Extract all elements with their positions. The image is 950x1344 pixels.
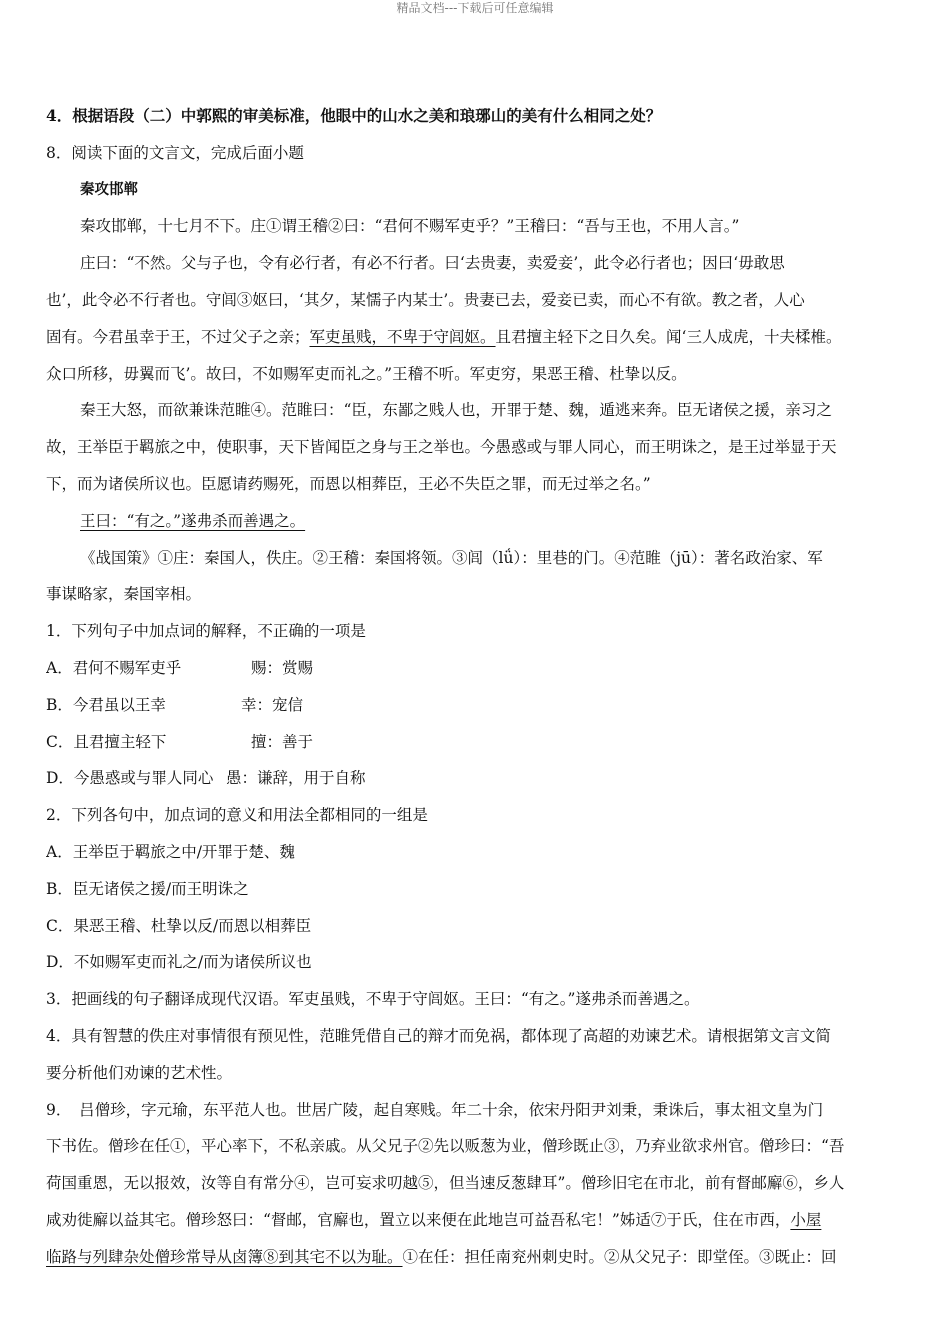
option-d: D．不如赐军吏而礼之/而为诸侯所议也 xyxy=(46,953,312,972)
option-c: C．果恶王稽、杜挚以反/而恩以相葬臣 xyxy=(46,916,312,935)
option-label: A．君何不赐军吏乎 xyxy=(46,658,182,677)
footnote-line: 事谋略家，秦国宰相。 xyxy=(46,585,202,604)
passage-title: 秦攻邯郸 xyxy=(80,180,138,198)
question-9-line xyxy=(46,1239,908,1276)
passage-line: 秦王大怒，而欲兼诛范睢④。范睢曰：“臣，东鄙之贱人也，开罪于楚、魏，遁逃来奔。臣无诸侯之援，亲习之 xyxy=(80,401,832,420)
question-9-line xyxy=(46,1202,908,1239)
passage-line: 众口所移，毋翼而飞’。故曰，不如赐军吏而礼之。”王稽不听。军吏穷，果恶王稽、杜挚以反。 xyxy=(46,364,687,383)
underlined-sentence: 临路与列肆杂处僧珍常导从卤簿⑧到其宅不以为耻。 xyxy=(46,1247,403,1266)
underlined-sentence: 军吏虽贱，不卑于守闾妪。 xyxy=(309,327,496,346)
passage-text: 且君擅主轻下之日久矣。闻‘三人成虎，十夫楺椎。 xyxy=(495,327,842,346)
underlined-sentence: 小屋 xyxy=(790,1210,822,1229)
option-gloss: 赐：赏赐 xyxy=(251,658,314,677)
question-8-heading: 8．阅读下面的文言文，完成后面小题 xyxy=(46,143,304,162)
option-b xyxy=(46,687,908,724)
option-gloss: 愚：谦辞，用于自称 xyxy=(226,769,366,788)
option-label: B．今君虽以王幸 xyxy=(46,695,166,714)
question-9-line: 9． 吕僧珍，字元瑜，东平范人也。世居广陵，起自寒贱。年二十余，依宋丹阳尹刘秉，秉诛后，事太祖文皇为门 xyxy=(46,1100,824,1119)
passage-line: 故，王举臣于羁旅之中，使职事，天下皆闻臣之身与王之举也。今愚惑或与罪人同心，而王明诛之，是王过举显于天 xyxy=(46,438,837,457)
passage-line: 秦攻邯郸，十七月不下。庄①谓王稽②曰：“君何不赐军吏乎？”王稽曰：“吾与王也，不用人言。” xyxy=(80,217,740,236)
footnote-line: 《战国策》①庄：秦国人，佚庄。②王稽：秦国将领。③闾（lǘ）：里巷的门。④范睢（jū）：著名政治家、军 xyxy=(80,548,823,567)
option-d xyxy=(46,760,908,797)
page-header: 精品文档---下载后可任意编辑 xyxy=(396,1,554,15)
underlined-sentence: 王曰：“有之。”遂弗杀而善遇之。 xyxy=(80,511,306,530)
passage-line: 庄曰：“不然。父与子也，令有必行者，有必不行者。曰‘去贵妻，卖爱妾’，此令必行者也；因曰‘毋敢思 xyxy=(80,254,785,273)
passage-line: 下，而为诸侯所议也。臣愿请药赐死，而恩以相葬臣，王必不失臣之罪，而无过举之名。” xyxy=(46,474,651,493)
passage-text: 咸劝徙廨以益其宅。僧珍怒曰：“督邮，官廨也，置立以来便在此地岂可益吾私宅！”姊适⑦于氏，住在市西， xyxy=(46,1210,791,1229)
option-label: C．且君擅主轻下 xyxy=(46,732,167,751)
option-gloss: 擅：善于 xyxy=(251,732,314,751)
document-body xyxy=(46,98,908,1276)
question-9-line: 下书佐。僧珍在任①，平心率下，不私亲戚。从父兄子②先以贩葱为业，僧珍既止③，乃弃业欲求州官。僧珍曰：“吾 xyxy=(46,1137,845,1156)
subquestion-4-cont: 要分析他们劝谏的艺术性。 xyxy=(46,1063,233,1082)
option-label: D．今愚惑或与罪人同心 xyxy=(46,769,214,788)
question-9-line: 荷国重恩，无以报效，汝等自有常分④，岂可妄求叨越⑤，但当速反葱肆耳”。僧珍旧宅在市北，前有督邮廨⑥，乡人 xyxy=(46,1174,845,1193)
subquestion-2: 2．下列各句中，加点词的意义和用法全都相同的一组是 xyxy=(46,806,428,825)
option-a xyxy=(46,650,908,687)
option-a: A．王举臣于羁旅之中/开罪于楚、魏 xyxy=(46,842,295,861)
subquestion-1: 1．下列句子中加点词的解释，不正确的一项是 xyxy=(46,622,366,641)
question-4-prev: 4．根据语段（二）中郭熙的审美标准，他眼中的山水之美和琅琊山的美有什么相同之处？ xyxy=(46,106,662,125)
subquestion-3: 3．把画线的句子翻译成现代汉语。军吏虽贱，不卑于守闾妪。王曰：“有之。”遂弗杀而善遇之。 xyxy=(46,990,700,1009)
passage-line: 也’，此令必不行者也。守闾③妪曰，‘其夕，某懦子内某士’。贵妻已去，爱妾已卖，而心不有欲。教之者，人心 xyxy=(46,290,805,309)
passage-line xyxy=(46,503,908,540)
passage-text: ①在任：担任南兖州刺史时。②从父兄子：即堂侄。③既止：回 xyxy=(402,1247,837,1266)
option-b: B．臣无诸侯之援/而王明诛之 xyxy=(46,879,249,898)
option-gloss: 幸：宠信 xyxy=(241,695,304,714)
subquestion-4: 4．具有智慧的佚庄对事情很有预见性，范睢凭借自己的辩才而免祸，都体现了高超的劝谏艺术。请根据第文言文简 xyxy=(46,1026,831,1045)
passage-text: 固有。今君虽幸于王，不过父子之亲； xyxy=(46,327,310,346)
passage-line xyxy=(46,319,908,356)
option-c xyxy=(46,724,908,761)
